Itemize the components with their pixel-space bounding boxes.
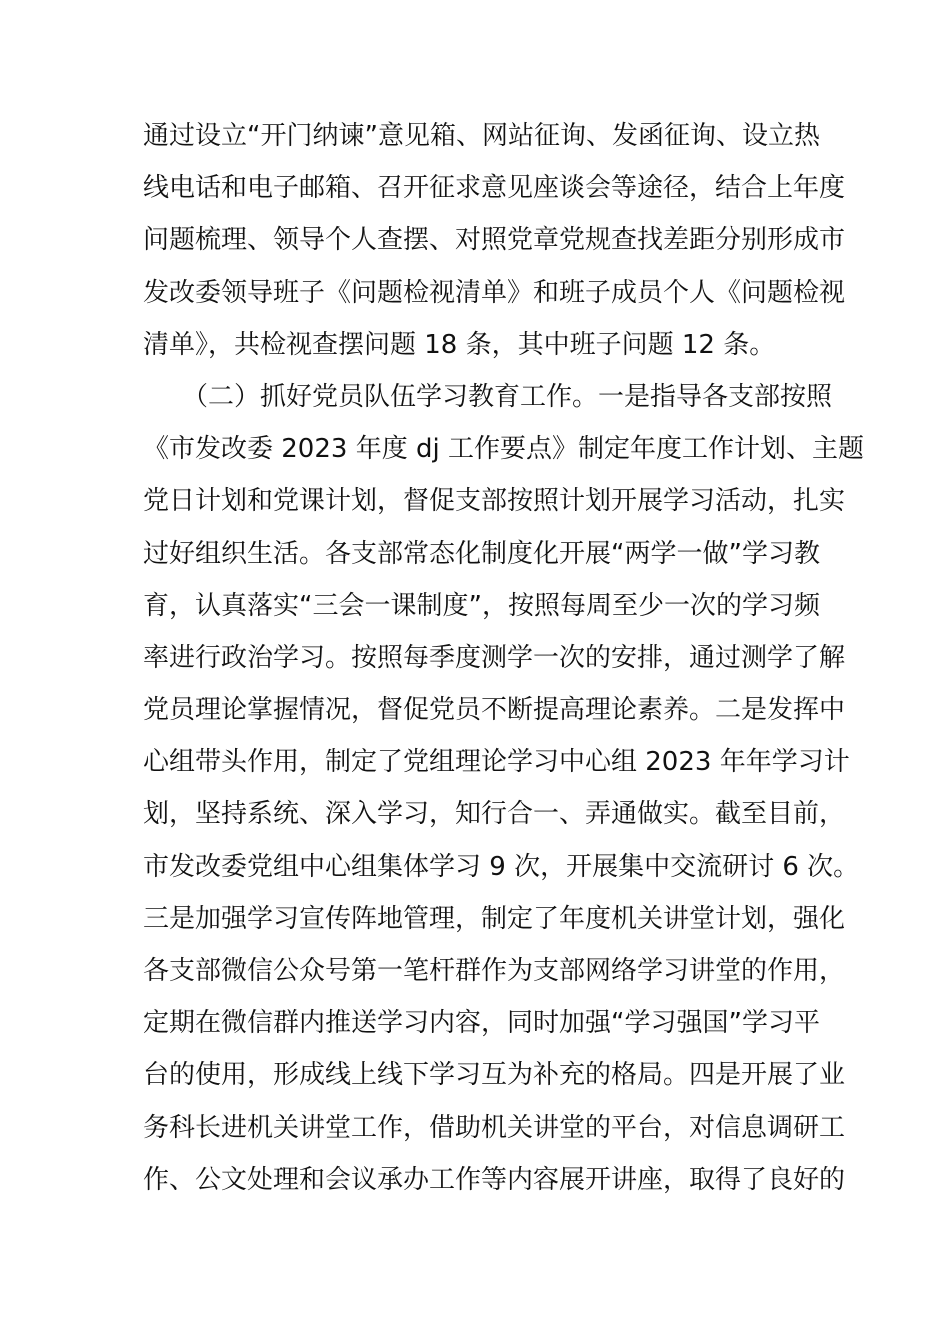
text-line: 通过设立“开门纳谏”意见箱、网站征询、发函征询、设立热 — [143, 121, 820, 151]
text-line: 党日计划和党课计划，督促支部按照计划开展学习活动，扎实 — [143, 486, 846, 517]
body-text — [143, 110, 864, 1206]
text-line: 各支部微信公众号第一笔杆群作为支部网络学习讲堂的作用， — [143, 956, 846, 986]
text-line: 率进行政治学习。按照每季度测学一次的安排，通过测学了解 — [143, 642, 846, 673]
text-line: 清单》，共检视查摆问题 18 条，其中班子问题 12 条。 — [143, 329, 776, 360]
text-line: 作、公文处理和会议承办工作等内容展开讲座，取得了良好的 — [143, 1164, 846, 1195]
text-line: 台的使用，形成线上线下学习互为补充的格局。四是开展了业 — [143, 1060, 846, 1091]
text-line: 定期在微信群内推送学习内容，同时加强“学习强国”学习平 — [143, 1008, 820, 1039]
text-line: 过好组织生活。各支部常态化制度化开展“两学一做”学习教 — [143, 538, 820, 569]
text-line: 线电话和电子邮箱、召开征求意见座谈会等途径，结合上年度 — [143, 173, 846, 204]
text-line: 市发改委党组中心组集体学习 9 次，开展集中交流研讨 6 次。 — [143, 851, 860, 882]
text-line: 划，坚持系统、深入学习，知行合一、弄通做实。截至目前， — [143, 799, 846, 830]
text-line: 发改委领导班子《问题检视清单》和班子成员个人《问题检视 — [143, 277, 846, 308]
text-line: 三是加强学习宣传阵地管理，制定了年度机关讲堂计划，强化 — [143, 903, 846, 934]
text-line: 问题梳理、领导个人查摆、对照党章党规查找差距分别形成市 — [143, 225, 846, 256]
text-line: 务科长进机关讲堂工作，借助机关讲堂的平台，对信息调研工 — [143, 1112, 846, 1143]
section-heading-line: （二）抓好党员队伍学习教育工作。一是指导各支部按照 — [143, 381, 833, 412]
text-line: 党员理论掌握情况，督促党员不断提高理论素养。二是发挥中 — [143, 695, 846, 726]
text-line: 心组带头作用，制定了党组理论学习中心组 2023 年年学习计 — [143, 747, 850, 778]
text-line: 育，认真落实“三会一课制度”，按照每周至少一次的学习频 — [143, 590, 820, 621]
text-line: 《市发改委 2023 年度 dj 工作要点》制定年度工作计划、主题 — [143, 434, 864, 465]
